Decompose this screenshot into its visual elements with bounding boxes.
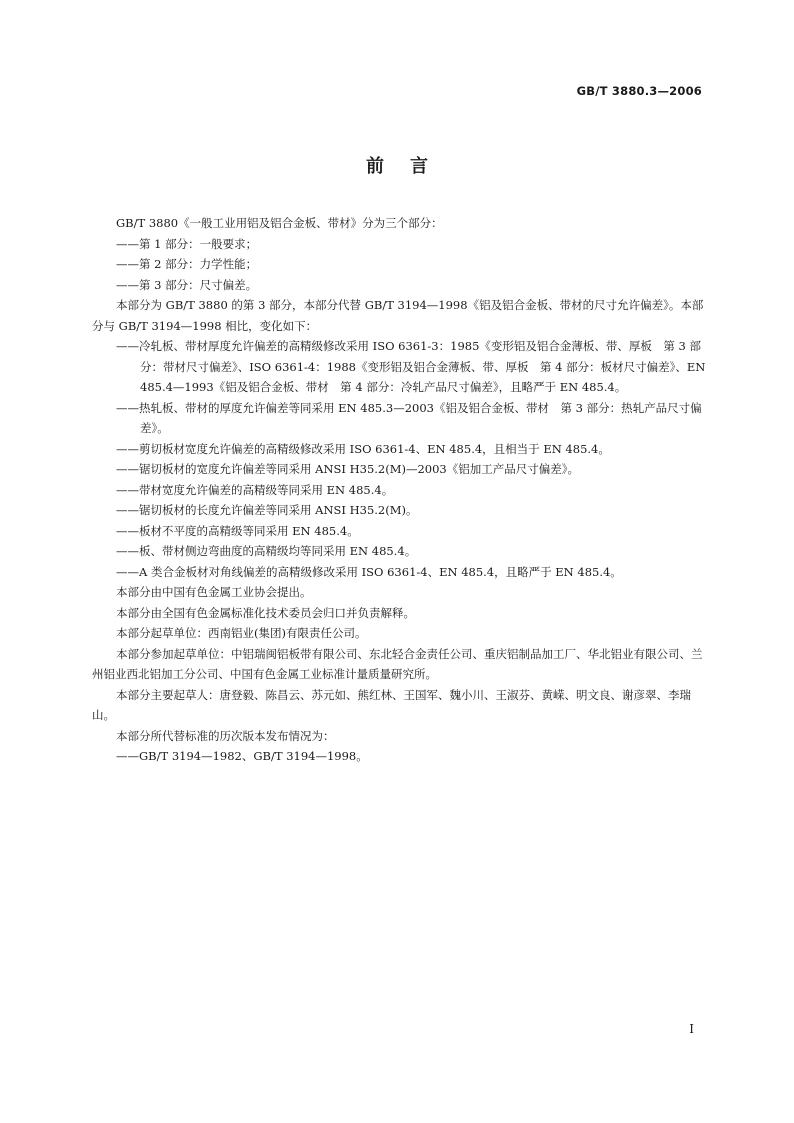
change-item: ——板、带材侧边弯曲度的高精级均等同采用 EN 485.4。 [116, 544, 417, 558]
page-title: 前言 [366, 156, 454, 177]
history-paragraph: 本部分所代替标准的历次版本发布情况为： [116, 728, 335, 743]
document-body [92, 213, 706, 767]
change-item: ——板材不平度的高精级等同采用 EN 485.4。 [116, 523, 359, 538]
participating-units-paragraph: 本部分参加起草单位：中铝瑞闽铝板带有限公司、东北轻合金责任公司、重庆铝制品加工厂、华北铝业有限公司、兰州铝业西北铝加工分公司、中国有色金属工业标准计量质量研究所。 [92, 646, 703, 681]
list-item-part-1: ——第 1 部分：一般要求； [116, 236, 258, 251]
list-item-part-2: ——第 2 部分：力学性能； [116, 257, 258, 271]
standard-code: GB/T 3880.3—2006 [576, 84, 702, 98]
change-item: ——带材宽度允许偏差的高精级等同采用 EN 485.4。 [116, 482, 394, 497]
proposer-paragraph: 本部分由中国有色金属工业协会提出。 [116, 585, 312, 599]
change-item: ——热轧板、带材的厚度允许偏差等同采用 EN 485.3—2003《铝及铝合金板、带材 第 3 部分：热轧产品尺寸偏差》。 [116, 400, 702, 435]
change-item: ——剪切板材宽度允许偏差的高精级修改采用 ISO 6361-4、EN 485.4，且相当于 EN 485.4。 [116, 441, 610, 456]
change-item: ——锯切板材的长度允许偏差等同采用 ANSI H35.2(M)。 [116, 503, 418, 517]
page-number: I [689, 1022, 694, 1036]
drafters-paragraph: 本部分主要起草人：唐登毅、陈昌云、苏元如、熊红林、王国军、魏小川、王淑芬、黄嵘、明文良、谢彦翠、李瑞山。 [92, 687, 691, 722]
drafting-unit-paragraph: 本部分起草单位：西南铝业(集团)有限责任公司。 [116, 626, 367, 640]
intro-paragraph: GB/T 3880《一般工业用铝及铝合金板、带材》分为三个部分： [116, 216, 443, 230]
history-item: ——GB/T 3194—1982、GB/T 3194—1998。 [116, 749, 368, 763]
committee-paragraph: 本部分由全国有色金属标准化技术委员会归口并负责解释。 [116, 605, 415, 620]
replacement-paragraph: 本部分为 GB/T 3880 的第 3 部分，本部分代替 GB/T 3194—1998《铝及铝合金板、带材的尺寸允许偏差》。本部分与 GB/T 3194—1998 相比，变化如下： [92, 298, 704, 333]
list-item-part-3: ——第 3 部分：尺寸偏差。 [116, 277, 258, 292]
change-item: ——A 类合金板材对角线偏差的高精级修改采用 ISO 6361-4、EN 485.4，且略严于 EN 485.4。 [116, 564, 622, 579]
change-item: ——锯切板材的宽度允许偏差等同采用 ANSI H35.2(M)—2003《铝加工产品尺寸偏差》。 [116, 462, 579, 476]
change-item: ——冷轧板、带材厚度允许偏差的高精级修改采用 ISO 6361-3：1985《变形铝及铝合金薄板、带、厚板 第 3 部分：带材尺寸偏差》、ISO 6361-4：1988《变形铝及铝合金薄板、带、厚板 第 4 部分：板材尺寸偏差》、EN 485.4—1993《铝及铝合金板、带材 第 4 部分：冷轧产品尺寸偏差》，且略严于 EN 485.4。 [116, 339, 706, 394]
